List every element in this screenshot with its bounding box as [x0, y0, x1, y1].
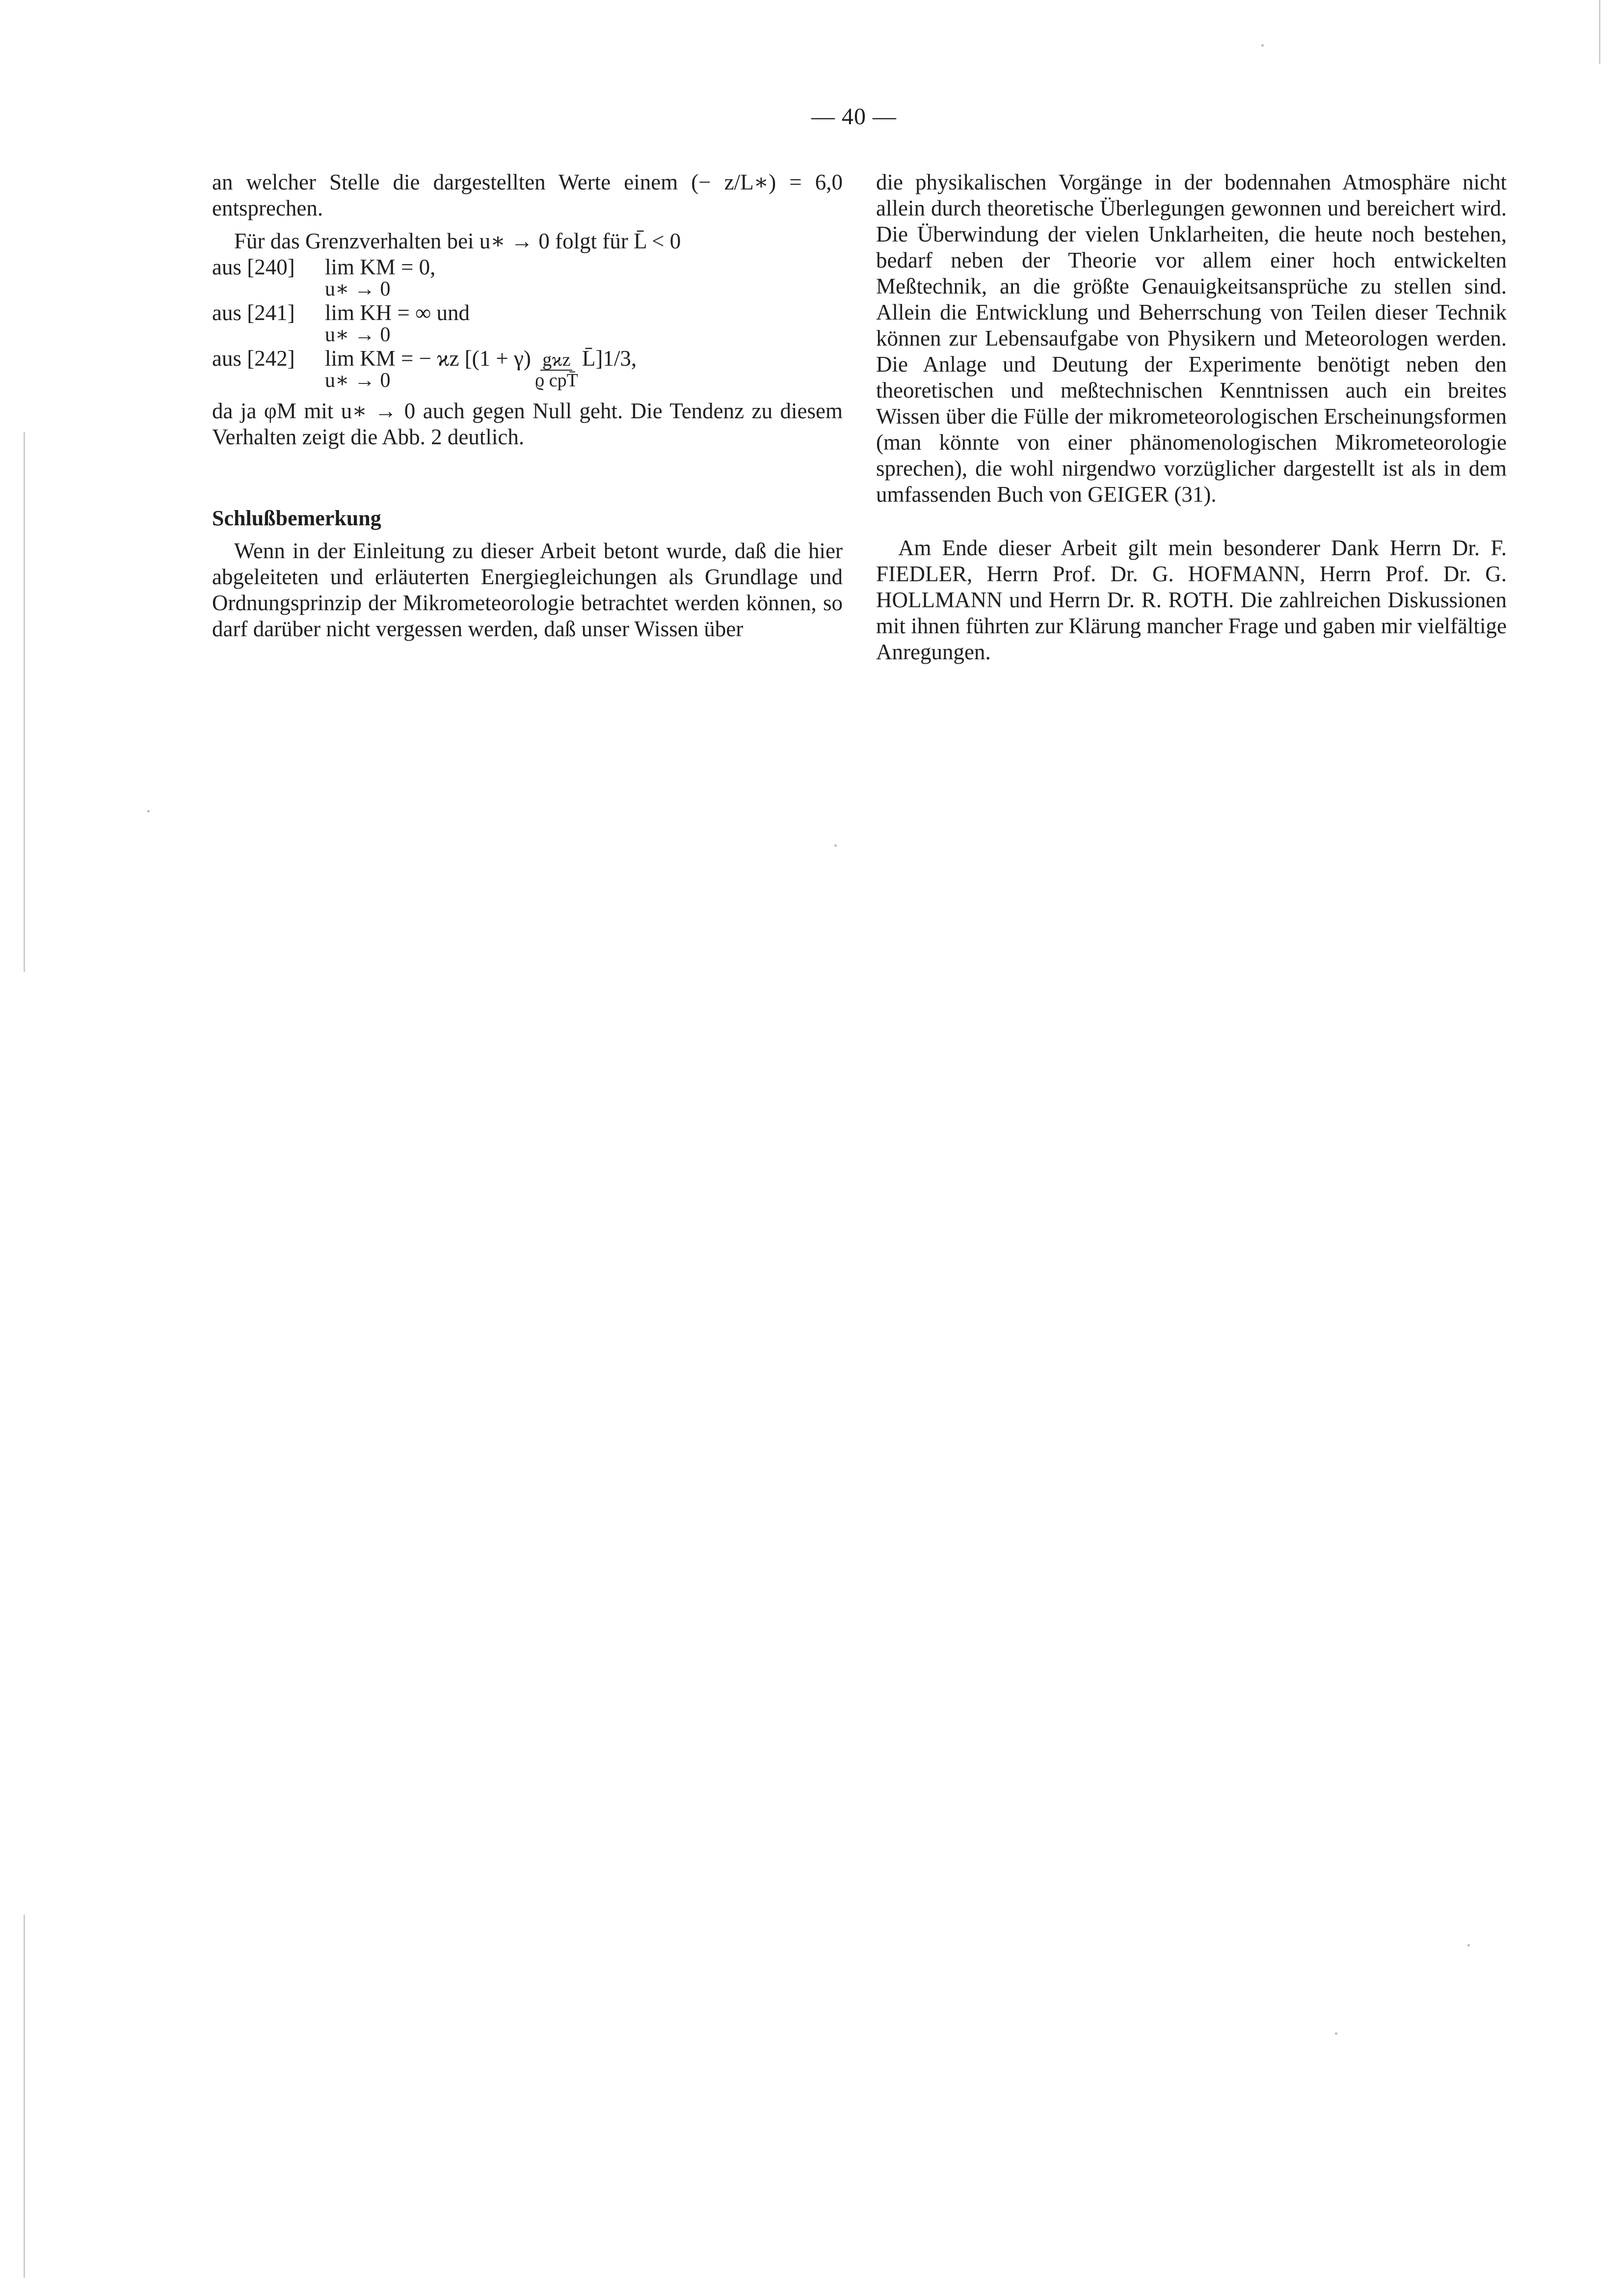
spacer [212, 478, 843, 505]
equation-fraction [535, 350, 578, 390]
spacer [212, 450, 843, 478]
fraction-denominator: ϱ cpT̄ [534, 370, 578, 391]
left-column [212, 169, 843, 642]
fraction-numerator: gϰz [540, 350, 572, 371]
paragraph-acknowledgements: Am Ende dieser Arbeit gilt mein besonderer Dank Herrn Dr. F. FIEDLER, Herrn Prof. Dr. G. HOFMANN, Herrn Prof. Dr. G. HOLLMANN und Herrn Dr. R. ROTH. Die zahlreichen Diskussionen mit ihnen führten zur Klärung mancher Frage und gaben mir vielfältige Anregungen. [876, 536, 1507, 664]
spacer [876, 508, 1507, 535]
spacer [212, 221, 843, 228]
scan-speck [834, 844, 837, 847]
paragraph-closing-remark: an welcher Stelle die dargestellten Werte einem (− z/L∗) = 6,0 entsprechen. [212, 170, 843, 220]
scan-edge-mark [1599, 0, 1600, 64]
paragraph-conclusion: Wenn in der Einleitung zu dieser Arbeit betont wurde, daß die hier abgeleiteten und erläuterten Energiegleichungen als Grundlage und Ordnungsprinzip der Mikrometeorologie betrachtet werden können, so darf darüber nicht vergessen werden, daß unser Wissen über [212, 539, 843, 641]
equation-ref: aus [241] [212, 300, 295, 325]
scan-edge-mark [24, 1915, 25, 2278]
right-column [876, 169, 1507, 665]
page-number: — 40 — [811, 104, 897, 130]
paragraph-conclusion-continued: die physikalischen Vorgänge in der bodennahen Atmosphäre nicht allein durch theoretische Überlegungen gewonnen und bereichert wird. Die Überwindung der vielen Unklarheiten, die heute noch bestehen, bedarf neben der Theorie vor allem einer hoch entwickelten Meßtechnik, an die größte Genauigkeitsansprüche zu stellen sind. Allein die Entwicklung und Beherrschung von Teilen dieser Technik können zur Lebensaufgabe von Physikern und Meteorologen werden. Die Anlage und Deutung der Experimente benötigt neben den theoretischen und meßtechnischen Kenntnissen auch ein breites Wissen über die Fülle der mikrometeorologischen Erscheinungsformen (man könnte von einer phänomenologischen Mikrometeorologie sprechen), die wohl nirgendwo vorzüglicher dargestellt ist als in dem umfassenden Buch von GEIGER (31). [876, 170, 1507, 507]
scan-speck [147, 810, 150, 812]
equation-ref: aus [242] [212, 346, 295, 371]
section-heading: Schlußbemerkung [212, 506, 381, 530]
spacer [212, 531, 843, 538]
equation-ref: aus [240] [212, 255, 295, 279]
scan-speck [1467, 1944, 1470, 1946]
equation-240 [212, 254, 843, 300]
equation-tail: L̄]1/3, [582, 346, 637, 371]
equation-subscript: u∗ → 0 [325, 278, 391, 300]
equation-main: lim KM = − ϰz [(1 + γ) [325, 346, 531, 371]
equation-242 [212, 346, 843, 391]
paragraph-limit-intro: Für das Grenzverhalten bei u∗ → 0 folgt für L̄ < 0 [234, 229, 681, 253]
equation-main: lim KH = ∞ und [325, 300, 470, 325]
equation-subscript: u∗ → 0 [325, 324, 391, 346]
equation-241 [212, 300, 843, 346]
equation-main: lim KM = 0, [325, 255, 436, 279]
scan-edge-mark [24, 432, 25, 972]
paragraph-tendency: da ja φM mit u∗ → 0 auch gegen Null geht. Die Tendenz zu diesem Verhalten zeigt die Abb. 2 deutlich. [212, 399, 843, 449]
scan-speck [1335, 2032, 1337, 2035]
equation-subscript: u∗ → 0 [325, 369, 391, 392]
spacer [212, 391, 843, 398]
scan-speck [1261, 44, 1264, 47]
